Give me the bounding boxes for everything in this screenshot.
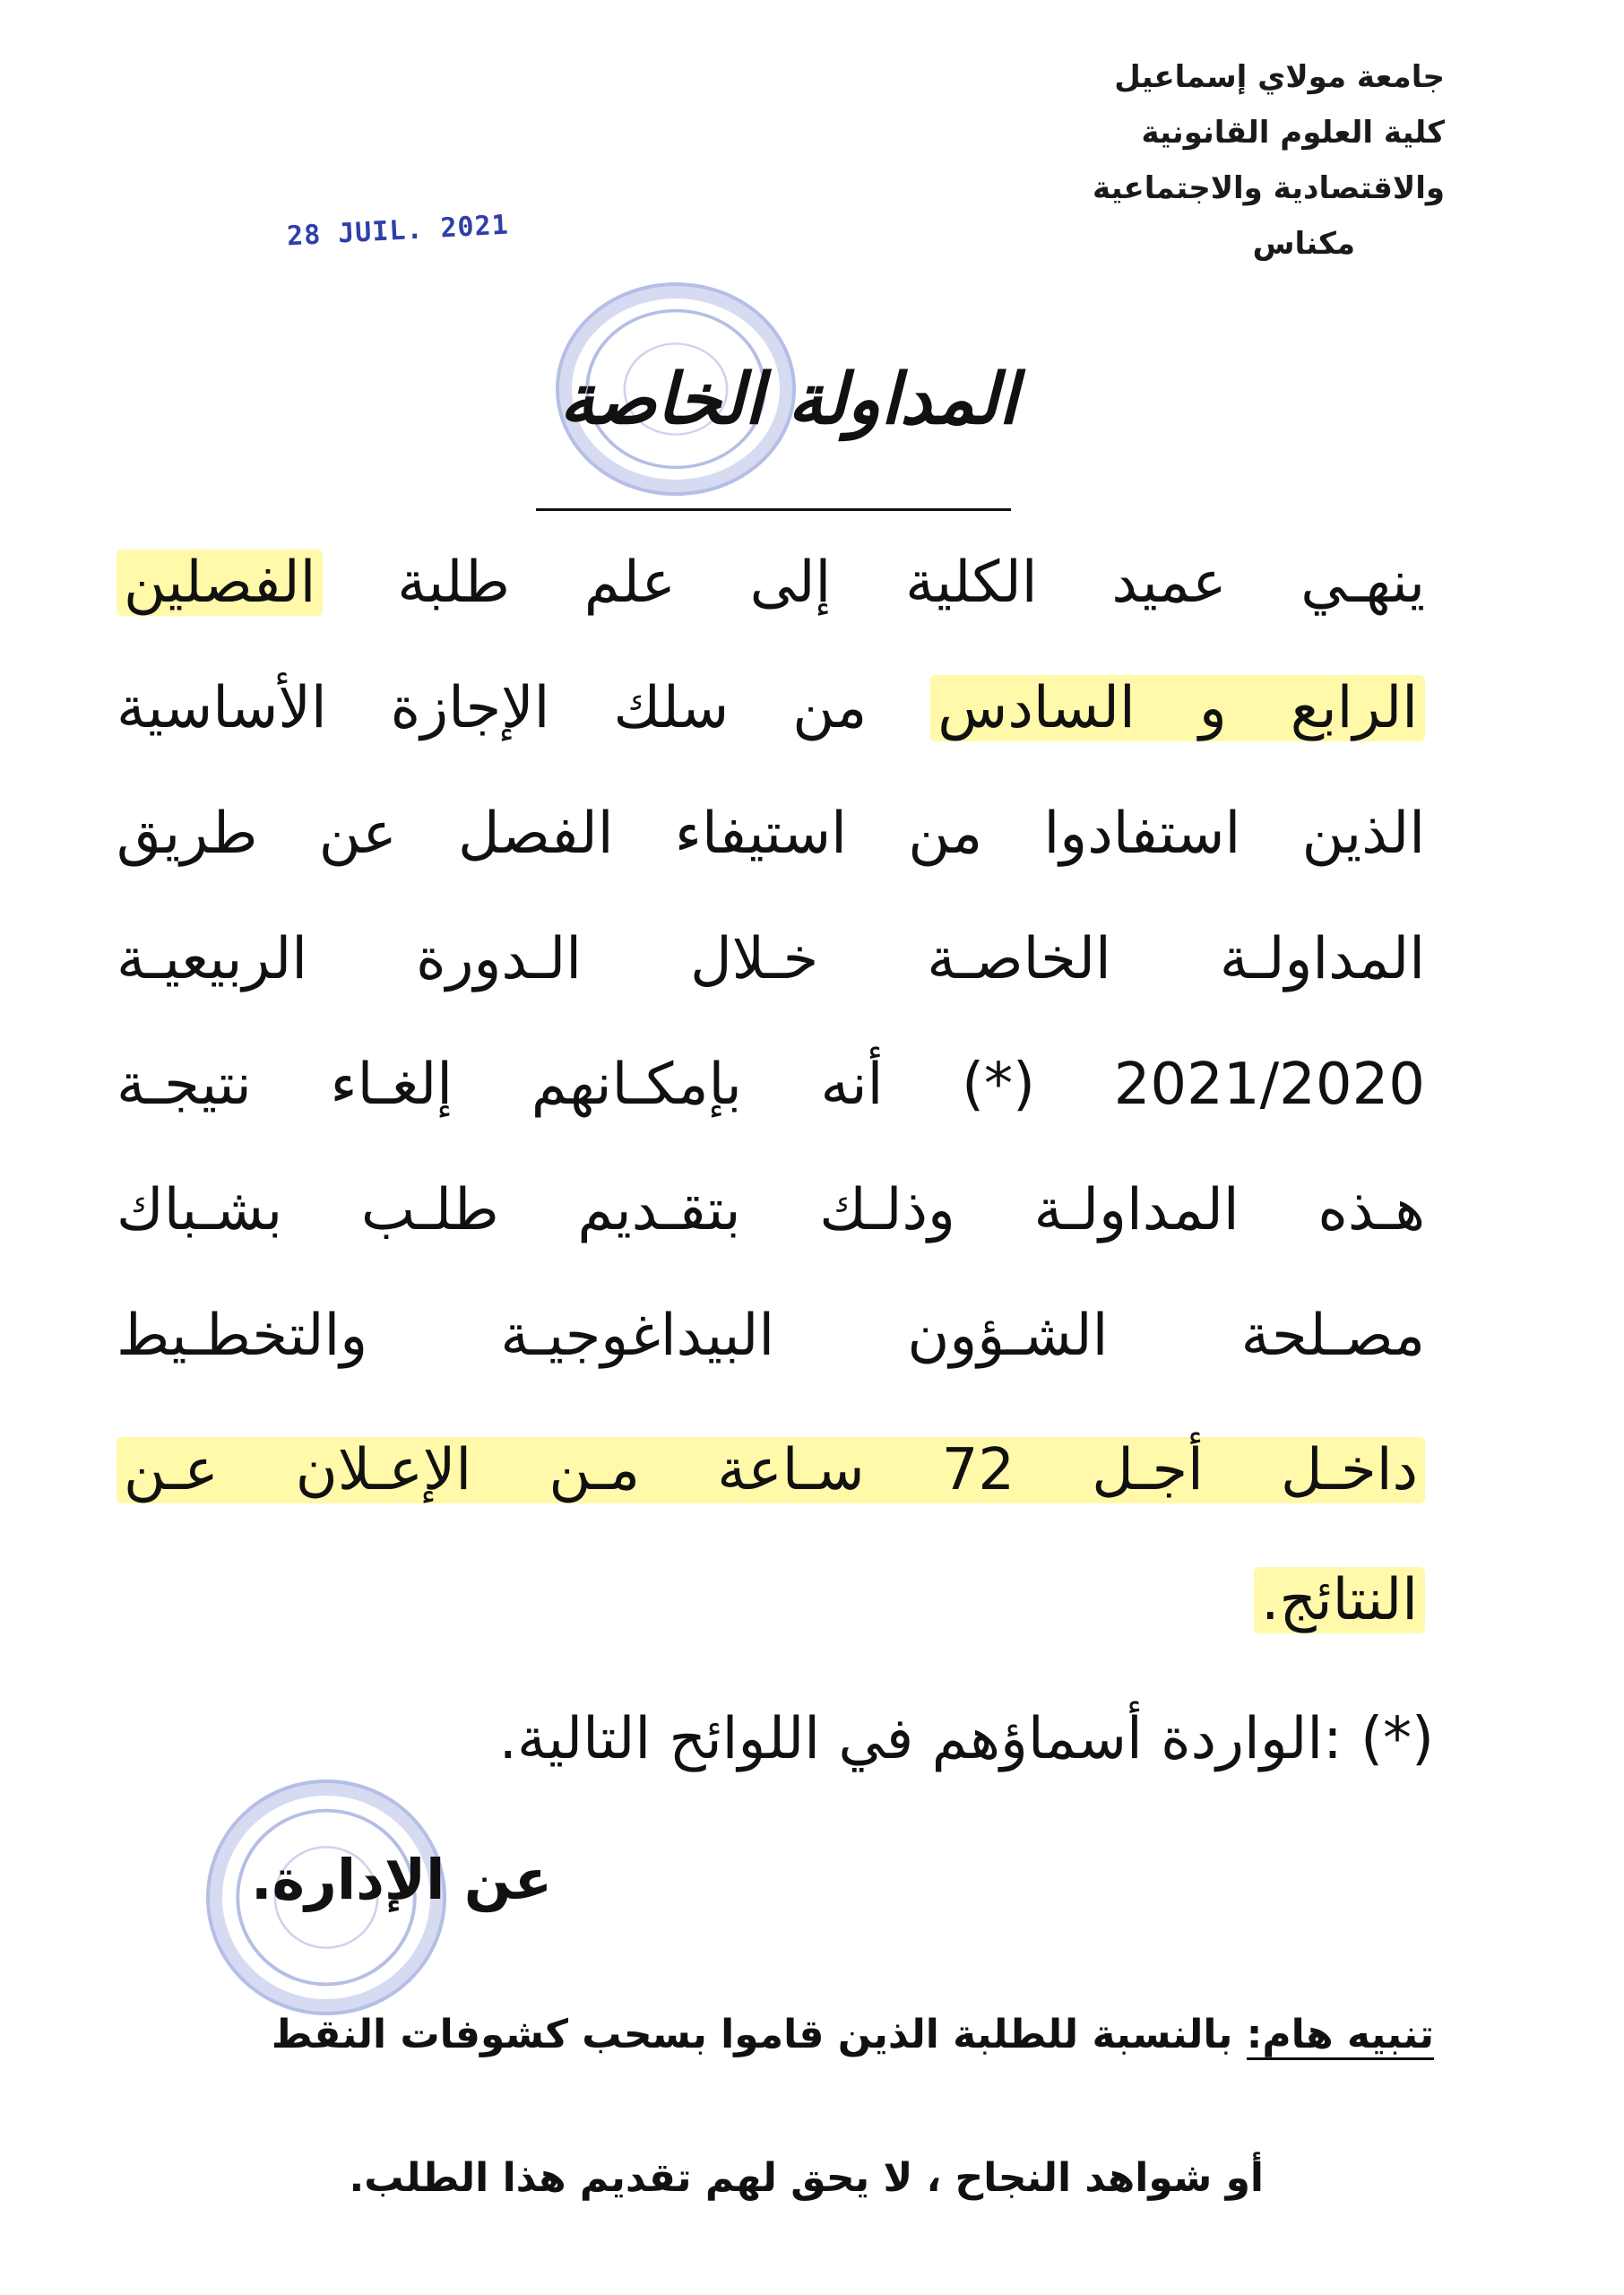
warning-notice [184,2008,1434,2062]
body-line-8 [117,1425,1425,1524]
signature-line: عن الإدارة. [251,1847,553,1912]
body-line-3: الذين استفادوا من استيفاء الفصل عن طريق [117,801,1425,867]
body-text: من سلك الإجازة الأساسية [117,675,868,741]
highlighted-text: الرابع و السادس [930,675,1425,741]
warning-label: تنبيه هام: [1247,2012,1434,2060]
body-line-6: هـذه المداولـة وذلـك بتقـديم طلـب بشـباك [117,1177,1425,1243]
warning-notice-continued: أو شواهد النجاح ، لا يحق لهم تقديم هذا الطلب. [349,2155,1264,2201]
body-text: ينهـي عميد الكلية إلى علم طلبة [397,550,1426,616]
faculty-name-line2: والاقتصادية والاجتماعية [1093,170,1445,206]
footnote: (*) :الواردة أسماؤهم في اللوائح التالية. [498,1706,1434,1772]
body-line-5: 2021/2020 (*) أنه بإمكـانهم إلغـاء نتيجـة [117,1052,1425,1118]
highlighted-text: داخـل أجـل 72 سـاعة مـن الإعـلان عـن [117,1437,1425,1503]
body-line-2 [117,663,1425,762]
institution-header [979,49,1445,272]
date-stamp: 28 JUIL. 2021 [286,209,510,253]
body-line-1 [117,538,1425,637]
highlighted-text: النتائج. [1254,1567,1425,1633]
city-name: مكناس [1252,226,1355,262]
body-line-7: مصـلحة الشـؤون البيداغوجيـة والتخطـيط [117,1303,1425,1369]
body-line-9 [117,1555,1425,1654]
warning-text: بالنسبة للطلبة الذين قاموا بسحب كشوفات النقط [271,2012,1233,2057]
highlighted-text: الفصلين [117,550,323,616]
faculty-name-line1: كلية العلوم القانونية [1141,115,1445,151]
title-underline [536,508,1011,511]
body-line-4: المداولـة الخاصـة خـلال الـدورة الربيعيـة [117,926,1425,992]
page-title: المداولة الخاصة [559,359,1018,440]
university-name: جامعة مولاي إسماعيل [1114,59,1445,95]
